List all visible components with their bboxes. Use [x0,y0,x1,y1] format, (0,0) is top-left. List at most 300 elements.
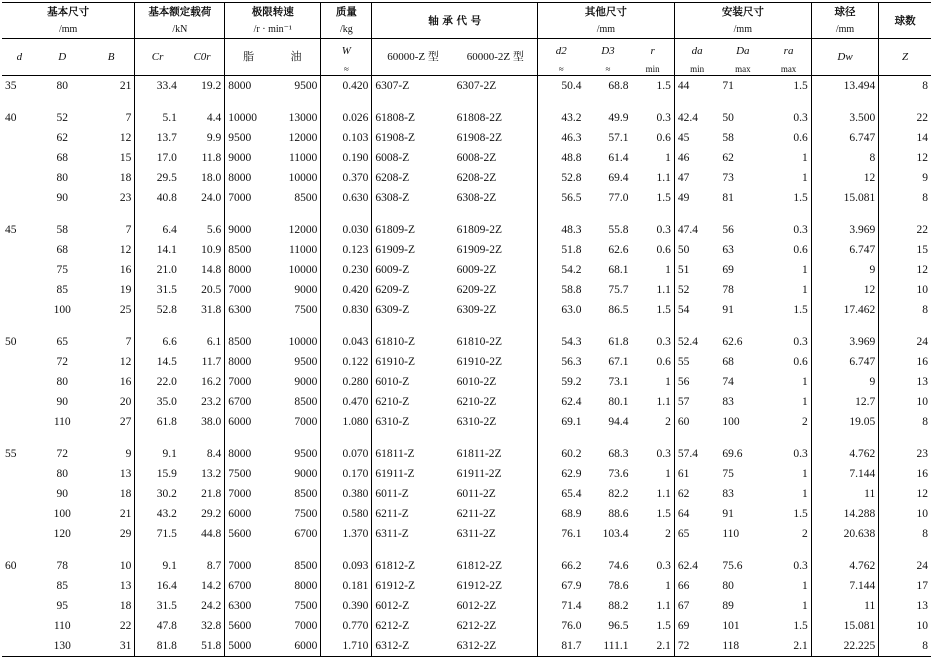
col-C0r: C0r [193,51,211,63]
cell-code-z: 61910-Z [372,352,454,372]
cell-code-2z: 6009-2Z [456,264,497,276]
cell-W: 0.370 [321,168,372,188]
cell-C0r: 21.8 [201,488,222,500]
cell-D: 80 [56,376,69,388]
cell-d [2,504,37,524]
cell-da: 47.4 [674,220,719,240]
cell-code-z: 6208-Z [372,168,454,188]
cell-r: 1.5 [656,508,671,520]
cell-Da: 81 [722,192,734,204]
cell-Z: 10 [879,616,931,636]
cell-code-2z: 6307-2Z [456,80,497,92]
cell-Dw: 9 [811,260,878,280]
cell-r: 0.3 [656,336,671,348]
cell-grease: 7000 [225,556,272,576]
bearing-table [2,2,931,657]
cell-Cr: 35.0 [135,392,180,412]
cell-r: 0.6 [656,132,671,144]
cell-D: 120 [53,528,71,540]
cell-code-z: 6311-Z [372,524,454,544]
cell-Z: 14 [879,128,931,148]
cell-W: 0.122 [321,352,372,372]
cell-da: 42.4 [674,108,719,128]
col-W: W [321,39,372,64]
cell-code-z: 6309-Z [372,300,454,320]
cell-B: 10 [119,560,132,572]
cell-Dw: 19.05 [811,412,878,432]
cell-code-2z: 61810-2Z [456,336,503,348]
cell-r: 0.3 [656,224,671,236]
cell-D3: 68.1 [608,264,629,276]
cell-W: 0.770 [321,616,372,636]
cell-da: 67 [674,596,719,616]
cell-Da: 62.6 [722,336,743,348]
cell-D: 62 [56,132,69,144]
cell-d: 35 [5,80,17,92]
cell-d2: 56.5 [537,188,584,208]
cell-Cr: 61.8 [135,412,180,432]
cell-D: 65 [56,336,69,348]
cell-r: 2 [665,528,671,540]
cell-D: 78 [56,560,69,572]
cell-r: 1.5 [656,620,671,632]
cell-B: 18 [119,600,132,612]
cell-Dw: 8 [811,148,878,168]
cell-B: 7 [125,224,132,236]
cell-d [2,596,37,616]
cell-oil: 7500 [294,304,318,316]
cell-Dw: 7.144 [811,464,878,484]
cell-oil: 9500 [294,448,318,460]
cell-Da: 83 [722,488,734,500]
cell-code-z: 6012-Z [372,596,454,616]
cell-da: 52.4 [674,332,719,352]
cell-oil: 8500 [294,192,318,204]
table-row [2,616,931,636]
cell-B: 29 [119,528,132,540]
cell-Z: 8 [879,300,931,320]
cell-Cr: 14.1 [135,240,180,260]
cell-code-2z: 61811-2Z [456,448,502,460]
cell-Z: 13 [879,596,931,616]
unit-install-size: /mm [674,21,811,39]
col-da: da [674,39,719,64]
cell-D3: 68.8 [608,80,629,92]
cell-B: 27 [119,416,132,428]
cell-Z: 17 [879,576,931,596]
cell-C0r: 20.5 [201,284,222,296]
cell-Dw: 4.762 [811,556,878,576]
cell-Da: 68 [722,356,734,368]
cell-code-z: 6009-Z [372,260,454,280]
col-D: D [58,51,67,63]
cell-d [2,636,37,657]
cell-d2: 62.4 [537,392,584,412]
cell-code-2z: 61808-2Z [456,112,503,124]
cell-Cr: 52.8 [135,300,180,320]
cell-r: 2 [665,416,671,428]
cell-Cr: 13.7 [135,128,180,148]
cell-d: 40 [5,112,17,124]
col-Cr: Cr [135,39,180,76]
cell-B: 22 [119,620,132,632]
unit-basic-size: /mm [59,24,78,35]
cell-ra: 1 [802,488,808,500]
cell-ra: 1 [802,284,808,296]
cell-r: 0.6 [656,356,671,368]
cell-code-z: 6308-Z [372,188,454,208]
cell-ra: 0.3 [793,112,808,124]
cell-B: 18 [119,172,132,184]
cell-Cr: 33.4 [135,76,180,97]
cell-grease: 7000 [225,372,272,392]
cell-D3: 49.9 [608,112,629,124]
cell-d2: 66.2 [537,556,584,576]
cell-D3: 88.6 [608,508,629,520]
cell-Da: 58 [722,132,734,144]
cell-code-2z: 6312-2Z [456,640,497,652]
cell-B: 12 [119,132,132,144]
col-B: B [107,51,115,63]
cell-code-2z: 6310-2Z [456,416,497,428]
cell-Z: 8 [879,188,931,208]
cell-d [2,240,37,260]
cell-D3: 96.5 [608,620,629,632]
cell-r: 1 [665,580,671,592]
cell-oil: 10000 [288,336,318,348]
cell-code-2z: 6309-2Z [456,304,497,316]
table-row [2,220,931,240]
cell-W: 0.230 [321,260,372,280]
cell-Dw: 7.144 [811,576,878,596]
cell-oil: 6700 [294,528,318,540]
col-code-z: 60000-Z 型 [372,39,454,76]
cell-code-z: 6211-Z [372,504,454,524]
cell-D3: 74.6 [608,560,629,572]
cell-r: 1 [665,264,671,276]
cell-d [2,576,37,596]
table-row [2,352,931,372]
cell-oil: 8000 [294,580,318,592]
cell-Da: 71 [722,80,734,92]
cell-ra: 1 [802,580,808,592]
col-Z: Z [879,39,931,76]
cell-Dw: 12 [811,280,878,300]
cell-Dw: 9 [811,372,878,392]
cell-da: 57.4 [674,444,719,464]
cell-C0r: 11.8 [201,152,222,164]
cell-Z: 16 [879,464,931,484]
cell-grease: 5600 [225,524,272,544]
cell-Cr: 81.8 [135,636,180,657]
cell-d: 55 [5,448,17,460]
cell-C0r: 32.8 [201,620,222,632]
cell-Da: 69 [722,264,734,276]
cell-code-z: 61911-Z [372,464,454,484]
cell-Z: 24 [879,332,931,352]
col-Dw: Dw [811,39,878,76]
cell-W: 0.181 [321,576,372,596]
cell-da: 57 [674,392,719,412]
cell-D3: 75.7 [608,284,629,296]
cell-ra: 0.3 [793,336,808,348]
cell-W: 0.390 [321,596,372,616]
cell-r: 1.1 [656,284,671,296]
group-spacer [2,432,931,444]
cell-Z: 15 [879,240,931,260]
cell-ra: 1 [802,396,808,408]
cell-B: 19 [119,284,132,296]
cell-d [2,280,37,300]
cell-D: 85 [56,580,69,592]
cell-d2: 50.4 [537,76,584,97]
col-Da: Da [736,45,750,57]
cell-C0r: 8.7 [206,560,222,572]
cell-Cr: 5.1 [135,108,180,128]
cell-grease: 9000 [225,220,272,240]
cell-ra: 1 [802,600,808,612]
cell-ra: 0.3 [793,448,808,460]
group-spacer [2,208,931,220]
sub-W: ≈ [321,63,372,76]
cell-Cr: 30.2 [135,484,180,504]
cell-W: 0.470 [321,392,372,412]
cell-Z: 8 [879,524,931,544]
cell-d2: 76.0 [537,616,584,636]
cell-D3: 86.5 [608,304,629,316]
cell-da: 60 [674,412,719,432]
cell-r: 0.3 [656,448,671,460]
cell-Z: 8 [879,636,931,657]
cell-code-2z: 61812-2Z [456,560,503,572]
header-speed-limit: 极限转速 [225,3,321,22]
table-row [2,372,931,392]
cell-oil: 7500 [294,508,318,520]
cell-r: 0.6 [656,244,671,256]
col-ra: ra [783,45,794,57]
cell-r: 1.1 [656,600,671,612]
cell-ra: 1 [802,468,808,480]
cell-D3: 82.2 [608,488,629,500]
sub-da: min [674,63,719,76]
cell-code-2z: 61909-2Z [456,244,503,256]
cell-d2: 56.3 [537,352,584,372]
cell-grease: 9500 [225,128,272,148]
cell-W: 0.380 [321,484,372,504]
table-row [2,76,931,97]
cell-r: 1.5 [656,192,671,204]
cell-d [2,188,37,208]
cell-d [2,128,37,148]
cell-d2: 54.2 [537,260,584,280]
cell-d2: 68.9 [537,504,584,524]
cell-grease: 8000 [225,76,272,97]
cell-d2: 48.8 [537,148,584,168]
cell-ra: 1 [802,172,808,184]
cell-grease: 8500 [225,240,272,260]
cell-Dw: 15.081 [811,188,878,208]
cell-B: 21 [119,80,132,92]
cell-Dw: 17.462 [811,300,878,320]
cell-code-2z: 6308-2Z [456,192,497,204]
cell-Z: 10 [879,280,931,300]
cell-code-2z: 6209-2Z [456,284,497,296]
cell-Z: 8 [879,412,931,432]
cell-da: 55 [674,352,719,372]
cell-D3: 78.6 [608,580,629,592]
cell-Dw: 13.494 [811,76,878,97]
cell-ra: 1.5 [793,80,808,92]
cell-C0r: 5.6 [206,224,222,236]
cell-D: 72 [56,448,69,460]
cell-d [2,372,37,392]
unit-ball-diameter: /mm [811,21,878,39]
cell-d: 50 [5,336,17,348]
cell-B: 25 [119,304,132,316]
cell-C0r: 14.2 [201,580,222,592]
cell-Da: 110 [722,528,740,540]
cell-Cr: 15.9 [135,464,180,484]
cell-B: 16 [119,376,132,388]
cell-ra: 2 [802,528,808,540]
header-bearing-code: 轴 承 代 号 [372,3,538,39]
cell-D3: 67.1 [608,356,629,368]
cell-d [2,168,37,188]
cell-d2: 62.9 [537,464,584,484]
table-row [2,332,931,352]
cell-Da: 75.6 [722,560,743,572]
cell-Dw: 3.500 [811,108,878,128]
cell-Da: 100 [722,416,740,428]
cell-oil: 9000 [294,376,318,388]
cell-grease: 6000 [225,504,272,524]
cell-ra: 2.1 [793,640,808,652]
cell-da: 50 [674,240,719,260]
cell-W: 0.043 [321,332,372,352]
cell-W: 0.580 [321,504,372,524]
cell-W: 0.630 [321,188,372,208]
cell-oil: 12000 [288,132,318,144]
cell-D: 85 [56,284,69,296]
cell-W: 0.026 [321,108,372,128]
cell-ra: 1 [802,376,808,388]
cell-grease: 5000 [225,636,272,657]
cell-D3: 61.8 [608,336,629,348]
cell-W: 0.170 [321,464,372,484]
cell-oil: 8500 [294,560,318,572]
cell-code-2z: 61809-2Z [456,224,503,236]
cell-d2: 67.9 [537,576,584,596]
cell-D3: 69.4 [608,172,629,184]
cell-grease: 8000 [225,168,272,188]
cell-r: 1.5 [656,80,671,92]
cell-code-2z: 61911-2Z [456,468,502,480]
cell-d2: 63.0 [537,300,584,320]
cell-code-z: 61912-Z [372,576,454,596]
cell-r: 1.1 [656,396,671,408]
cell-Dw: 12.7 [811,392,878,412]
cell-grease: 5600 [225,616,272,636]
cell-ra: 0.6 [793,356,808,368]
unit-load-rating: /kN [135,21,225,39]
cell-D3: 80.1 [608,396,629,408]
cell-Z: 12 [879,260,931,280]
cell-code-2z: 6010-2Z [456,376,497,388]
cell-W: 0.030 [321,220,372,240]
cell-D3: 55.8 [608,224,629,236]
cell-Cr: 14.5 [135,352,180,372]
cell-code-2z: 6311-2Z [456,528,496,540]
header-ball-diameter: 球径 [811,3,878,22]
cell-D3: 88.2 [608,600,629,612]
cell-Cr: 21.0 [135,260,180,280]
cell-da: 47 [674,168,719,188]
cell-d2: 51.8 [537,240,584,260]
cell-oil: 7000 [294,416,318,428]
cell-grease: 8500 [225,332,272,352]
cell-d [2,616,37,636]
cell-d2: 71.4 [537,596,584,616]
cell-oil: 8500 [294,396,318,408]
col-r: r [650,45,655,57]
cell-d2: 58.8 [537,280,584,300]
cell-Z: 24 [879,556,931,576]
cell-B: 16 [119,264,132,276]
cell-D3: 61.4 [608,152,629,164]
table-row [2,412,931,432]
cell-d [2,148,37,168]
cell-grease: 6700 [225,576,272,596]
cell-W: 0.830 [321,300,372,320]
cell-Z: 12 [879,148,931,168]
cell-d [2,260,37,280]
cell-code-z: 6312-Z [372,636,454,657]
cell-oil: 9500 [294,80,318,92]
cell-ra: 1.5 [793,508,808,520]
cell-D3: 111.1 [603,640,629,652]
cell-grease: 7000 [225,188,272,208]
cell-code-z: 6209-Z [372,280,454,300]
cell-d [2,484,37,504]
cell-d2: 60.2 [537,444,584,464]
cell-d2: 65.4 [537,484,584,504]
cell-B: 31 [119,640,132,652]
cell-code-2z: 6011-2Z [456,488,496,500]
cell-B: 7 [125,336,132,348]
cell-d [2,300,37,320]
col-d2: d2 [537,39,584,64]
cell-oil: 7000 [294,620,318,632]
cell-D3: 73.1 [608,376,629,388]
table-row [2,504,931,524]
cell-D: 110 [53,620,71,632]
cell-W: 1.710 [321,636,372,657]
cell-Dw: 14.288 [811,504,878,524]
cell-code-2z: 6212-2Z [456,620,497,632]
cell-C0r: 11.7 [201,356,222,368]
cell-code-2z: 61910-2Z [456,356,503,368]
cell-code-z: 6307-Z [372,76,454,97]
table-row [2,444,931,464]
cell-Da: 89 [722,600,734,612]
cell-r: 1 [665,468,671,480]
cell-Dw: 6.747 [811,240,878,260]
col-D3: D3 [601,45,615,57]
table-row [2,108,931,128]
cell-Dw: 20.638 [811,524,878,544]
cell-grease: 6300 [225,300,272,320]
cell-Da: 91 [722,508,734,520]
